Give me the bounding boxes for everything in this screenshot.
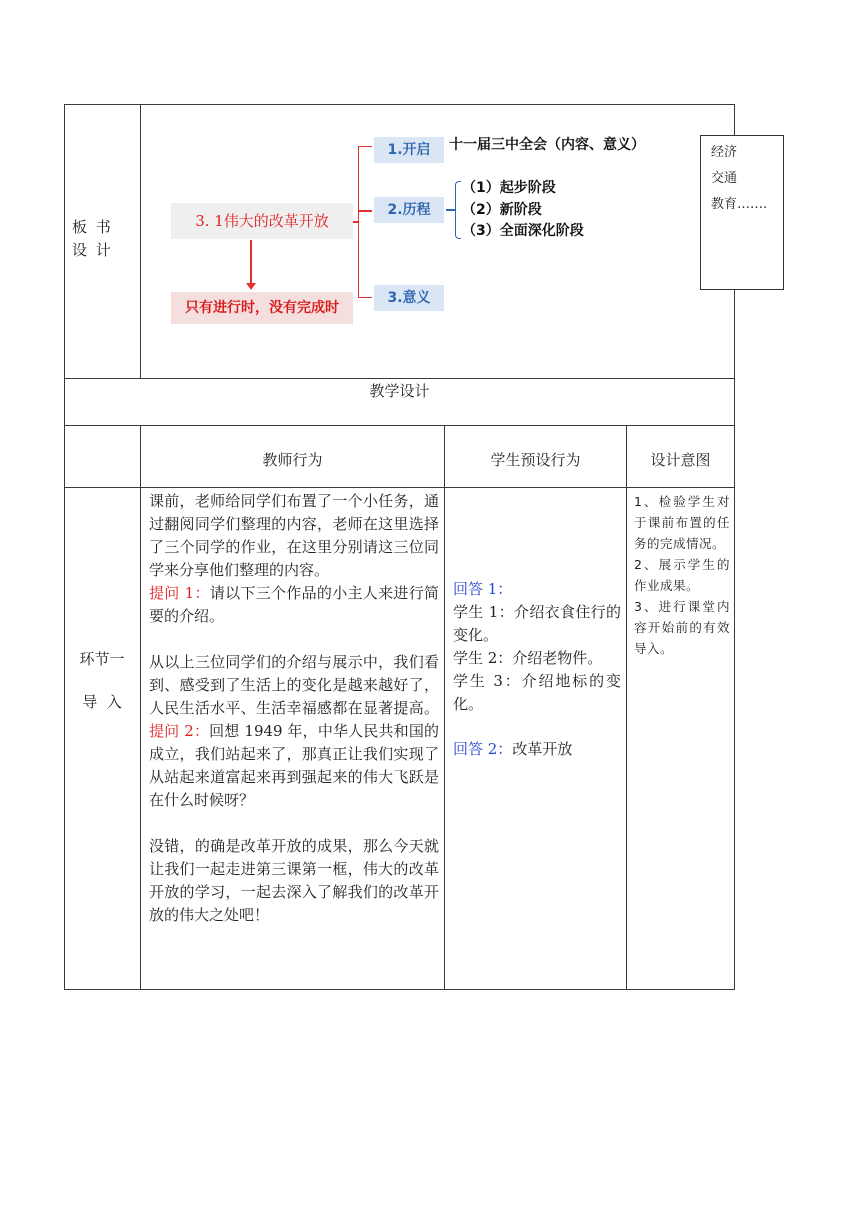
down-arrow-head xyxy=(246,283,256,290)
answer-2-label: 回答 2： xyxy=(453,740,513,758)
center-title-box: 3. 1伟大的改革开放 xyxy=(171,203,353,239)
answer-1-student-1: 学生 1：介绍衣食住行的变化。 xyxy=(453,603,621,644)
intent-item-3: 3、进行课堂内容开始前的有效导入。 xyxy=(634,599,730,656)
branch-2-box: 2.历程 xyxy=(374,197,444,223)
branch-1-box: 1.开启 xyxy=(374,137,444,163)
branch-3-box: 3.意义 xyxy=(374,285,444,311)
side-note-line-1: 经济 xyxy=(711,145,738,160)
intent-item-1: 1、检验学生对于课前布置的任务的完成情况。 xyxy=(634,494,730,551)
branch-2-brace xyxy=(455,181,461,239)
col-divider-3 xyxy=(626,425,627,989)
section-name-line-1: 环节一 xyxy=(79,650,125,668)
col-divider-1-top xyxy=(140,104,141,378)
student-behavior-text xyxy=(453,578,621,761)
row-divider-2 xyxy=(64,425,735,426)
teacher-paragraph-1: 课前，老师给同学们布置了一个小任务，通过翻阅同学们整理的内容，老师在这里选择了三个同学的作业，在这里分别请这三位同学来分享他们整理的内容。 xyxy=(149,492,439,579)
teacher-question-1 xyxy=(149,582,439,628)
teacher-paragraph-2-text: 从以上三位同学们的介绍与展示中，我们看到、感受到了生活上的变化是越来越好了，人民生活水平、生活幸福感都在显著提高。 xyxy=(149,653,439,717)
table-border-top xyxy=(64,104,735,105)
question-1-label: 提问 1： xyxy=(149,584,210,602)
side-note-line-2: 交通 xyxy=(711,171,738,186)
bracket-mid-tick xyxy=(359,210,372,212)
question-2-text: 回想 1949 年，中华人民共和国的成立，我们站起来了，那真正让我们实现了从站起来道富起来再到强起来的伟大飞跃是在什么时候呀？ xyxy=(149,722,439,809)
side-note-line-3: 教育……. xyxy=(711,197,768,212)
answer-2-text: 改革开放 xyxy=(512,740,573,758)
question-1-text: 请以下三个作品的小主人来进行简要的介绍。 xyxy=(149,584,439,625)
row-divider-3 xyxy=(64,487,735,488)
teaching-design-title: 教学设计 xyxy=(369,382,430,400)
col-divider-1-bottom xyxy=(140,425,141,989)
col-divider-2 xyxy=(444,425,445,989)
main-bracket xyxy=(358,146,372,298)
branch-2-item-1: （1）起步阶段 xyxy=(462,180,556,196)
row-divider-1 xyxy=(64,378,735,379)
board-design-label: 板 书 设 计 xyxy=(72,218,113,259)
answer-1-student-3: 学生 3：介绍地标的变化。 xyxy=(453,672,621,713)
teacher-paragraph-2 xyxy=(149,651,439,812)
branch-1-desc: 十一届三中全会（内容、意义） xyxy=(449,137,645,153)
down-arrow xyxy=(250,240,252,286)
answer-1-label: 回答 1： xyxy=(453,580,513,598)
branch-2-brace-tick xyxy=(446,209,455,211)
bracket-stem xyxy=(353,221,359,223)
design-intent-text xyxy=(634,491,730,659)
teacher-paragraph-3: 没错，的确是改革开放的成果，那么今天就让我们一起走进第三课第一框，伟大的改革开放的学习，一起去深入了解我们的改革开放的伟大之处吧！ xyxy=(149,837,439,924)
header-student-behavior: 学生预设行为 xyxy=(490,451,581,469)
answer-2 xyxy=(453,738,621,761)
header-teacher-behavior: 教师行为 xyxy=(262,451,323,469)
header-design-intent: 设计意图 xyxy=(650,451,711,469)
table-border-left xyxy=(64,104,65,990)
teacher-behavior-text xyxy=(149,490,439,927)
branch-2-item-3: （3）全面深化阶段 xyxy=(462,223,584,239)
section-name-line-2: 导 入 xyxy=(82,693,122,711)
answer-1-student-2: 学生 2：介绍老物件。 xyxy=(453,649,603,667)
intent-item-2: 2、展示学生的作业成果。 xyxy=(634,557,730,593)
question-2-label: 提问 2： xyxy=(149,722,210,740)
motto-box: 只有进行时，没有完成时 xyxy=(171,292,353,324)
branch-2-item-2: （2）新阶段 xyxy=(462,202,542,218)
table-border-bottom xyxy=(64,989,735,990)
